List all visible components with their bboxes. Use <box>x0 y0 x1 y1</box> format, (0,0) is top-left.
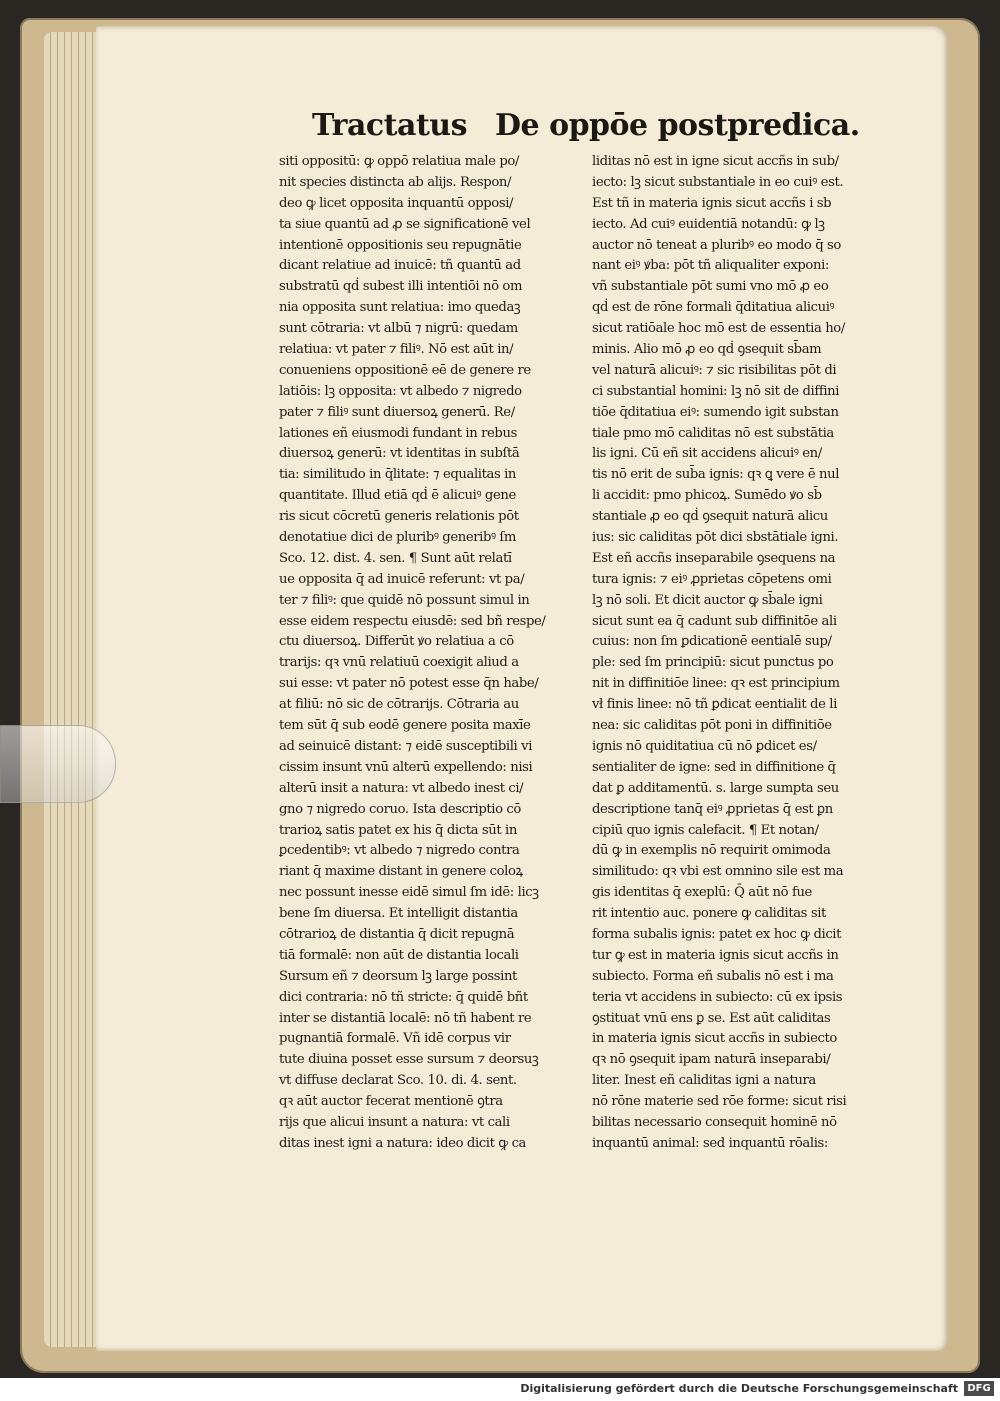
text-line: denotatiue dici de pluribꝰ generibꝰ ſm <box>279 530 517 546</box>
text-line: riant q̄ maxime distant in genere coloꝝ <box>279 864 523 880</box>
text-line: substratū qḋ subest illi intentiōi nō om <box>279 279 523 295</box>
text-line: pater ⁊ filiꝰ sunt diuersoꝝ generū. Re/ <box>279 404 515 420</box>
text-line: cuius: non ſm ꝑdicationē eentialē sup/ <box>592 634 832 650</box>
text-line: Est tñ in materia ignis sicut accñs i sb <box>592 195 832 211</box>
text-line: ctu diuersoꝝ. Differūt ꝟo relatiua a cō <box>279 634 514 650</box>
funding-credit: Digitalisierung gefördert durch die Deutsche Forschungsgemeinschaft <box>520 1382 958 1395</box>
text-line: conueniens oppositionē eē de genere re <box>279 362 531 378</box>
text-line: iecto. Ad cuiꝰ euidentiā notandū: ꝙ lꝫ <box>592 216 825 232</box>
text-line: dū ꝙ in exemplis nō requirit omimoda <box>592 843 831 859</box>
text-line: gis identitas q̄ exeplū: Q̄ aūt nō fue <box>592 885 812 901</box>
text-line: vel naturā alicuiꝰ: ⁊ sic risibilitas pōt di <box>592 362 837 378</box>
text-line: at filiū: nō sic de cōtrarijs. Cōtraria au <box>279 697 519 713</box>
text-line: deo ꝙ licet opposita inquantū opposi/ <box>279 195 514 211</box>
text-line: pugnantiā formalē. Vñ idē corpus vir <box>279 1031 511 1047</box>
text-line: relatiua: vt pater ⁊ filiꝰ. Nō est aūt in/ <box>279 342 514 358</box>
text-line: ditas inest igni a natura: ideo dicit ꝙ ca <box>279 1135 527 1151</box>
text-line: dat ꝑ additamentū. s. large sumpta seu <box>592 780 839 796</box>
text-line: ad seinuicē distant: ⁊ eidē susceptibili vi <box>279 738 533 754</box>
text-line: ter ⁊ filiꝰ: que quidē nō possunt simul in <box>279 592 530 608</box>
text-line: alterū insit a natura: vt albedo inest ci/ <box>279 780 524 796</box>
text-line: esse eidem respectu eiusdē: sed bñ respe/ <box>279 613 546 629</box>
text-line: tiale pmo mō caliditas nō est substātia <box>592 425 834 441</box>
text-line: qꝛ nō ꝯsequit ipam naturā inseparabi/ <box>592 1052 831 1068</box>
text-line: ue opposita q̄ ad inuicē referunt: vt pa/ <box>279 571 525 587</box>
dfg-logo: DFG <box>964 1381 994 1396</box>
text-line: lis igni. Cū eñ sit accidens alicuiꝰ en/ <box>592 446 822 462</box>
text-line: stantiale ꝓ eo qḋ ꝯsequit naturā alicu <box>592 509 828 525</box>
text-line: liter. Inest eñ caliditas igni a natura <box>592 1073 816 1089</box>
text-line: rijs que alicui insunt a natura: vt cali <box>279 1114 510 1130</box>
text-line: tiōe q̄ditatiua eiꝰ: sumendo igit substan <box>592 404 839 420</box>
text-line: tur ꝙ est in materia ignis sicut accñs in <box>592 947 839 963</box>
text-line: lationes eñ eiusmodi fundant in rebus <box>279 425 517 441</box>
text-line: nō rōne materie sed rōe forme: sicut risi <box>592 1094 847 1110</box>
text-line: subiecto. Forma eñ subalis nō est i ma <box>592 968 834 984</box>
text-line: Sco. 12. dist. 4. sen. ¶ Sunt aūt relatī <box>279 550 512 566</box>
text-line: dicant relatiue ad inuicē: tñ quantū ad <box>279 258 521 274</box>
text-line: bene ſm diuersa. Et intelligit distantia <box>279 906 518 922</box>
text-line: ta siue quantū ad ꝓ se significationē vel <box>279 216 531 232</box>
text-line: minis. Alio mō ꝓ eo qḋ ꝯsequit sb̄am <box>592 342 822 358</box>
text-line: similitudo: qꝛ vbi est omnino sile est ma <box>592 864 844 880</box>
text-line: trarioꝝ satis patet ex his q̄ dicta sūt in <box>279 822 517 838</box>
text-line: vt diffuse declarat Sco. 10. di. 4. sent. <box>279 1073 517 1089</box>
text-line: bilitas necessario consequit hominē nō <box>592 1114 837 1130</box>
text-line: ple: sed ſm principiū: sicut punctus po <box>592 655 834 671</box>
running-head <box>312 108 860 143</box>
running-head-left: Tractatus <box>312 108 468 143</box>
text-line: vł finis linee: nō tñ ꝑdicat eentialit de li <box>592 697 837 713</box>
left-text-column <box>279 152 577 1155</box>
text-line: gno ⁊ nigredo coruo. Ista descriptio cō <box>279 801 521 817</box>
text-line: inter se distantiā localē: nō tñ habent re <box>279 1010 532 1026</box>
text-line: qꝛ aūt auctor fecerat mentionē ꝯtra <box>279 1094 503 1110</box>
text-line: dici contraria: nō tñ stricte: q̄ quidē bñt <box>279 989 528 1005</box>
text-line: diuersoꝝ generū: vt identitas in subſtā <box>279 446 520 462</box>
text-line: ꝯstituat vnū ens ꝑ se. Est aūt caliditas <box>592 1010 831 1026</box>
text-line: ꝑcedentibꝰ: vt albedo ⁊ nigredo contra <box>279 843 520 859</box>
text-line: descriptione tanq̄ eiꝰ ꝓprietas q̄ est ꝑn <box>592 801 833 817</box>
text-line: nit species distincta ab alijs. Respon/ <box>279 174 512 190</box>
running-head-right: De oppōe postpredica. <box>495 108 860 143</box>
text-line: cissim insunt vnū alterū expellendo: nisi <box>279 759 533 775</box>
text-line: nea: sic caliditas pōt poni in diffinitiōe <box>592 718 832 734</box>
text-line: quantitate. Illud etiā qḋ ē alicuiꝰ gene <box>279 488 516 504</box>
text-line: nit in diffinitiōe linee: qꝛ est principium <box>592 676 840 692</box>
text-line: iecto: lꝫ sicut substantiale in eo cuiꝰ est. <box>592 174 844 190</box>
text-line: siti oppositū: ꝙ oppō relatiua male po/ <box>279 154 519 169</box>
text-line: tiā formalē: non aūt de distantia locali <box>279 947 519 963</box>
text-line: inquantū animal: sed inquantū rōalis: <box>592 1135 828 1151</box>
text-line: Sursum eñ ⁊ deorsum lꝫ large possint <box>279 968 517 984</box>
text-line: tem sūt q̄ sub eodē genere posita maxīe <box>279 718 531 734</box>
text-line: tura ignis: ⁊ eiꝰ ꝓprietas cōpetens omi <box>592 571 832 587</box>
text-line: ius: sic caliditas pōt dici sbstātiale igni. <box>592 530 839 546</box>
text-line: cōtrarioꝝ de distantia q̄ dicit repugnā <box>279 926 515 942</box>
text-line: ci substantial homini: lꝫ nō sit de diffini <box>592 383 840 399</box>
text-line: sicut sunt ea q̄ cadunt sub diffinitōe ali <box>592 613 837 629</box>
footer-bar <box>0 1378 1000 1401</box>
text-line: li accidit: pmo phicoꝝ. Sumēdo ꝟo sb̄ <box>592 488 822 504</box>
text-line: Est eñ accñs inseparabile ꝯsequens na <box>592 550 836 566</box>
text-line: tute diuina posset esse sursum ⁊ deorsuꝫ <box>279 1052 539 1068</box>
text-line: rit intentio auc. ponere ꝙ caliditas sit <box>592 906 826 922</box>
text-line: qḋ est de rōne formali q̄ditatiua alicuiꝰ <box>592 300 835 316</box>
text-line: nia opposita sunt relatiua: imo quedaꝫ <box>279 300 521 316</box>
text-line: teria vt accidens in subiecto: cū ex ipsis <box>592 989 843 1005</box>
text-line: sentialiter de igne: sed in diffinitione q̄ <box>592 759 836 775</box>
text-line: trarijs: qꝛ vnū relatiuū coexigit aliud a <box>279 655 519 671</box>
text-line: liditas nō est in igne sicut accñs in sub/ <box>592 154 839 169</box>
text-line: cipiū quo ignis calefacit. ¶ Et notan/ <box>592 822 819 838</box>
text-line: forma subalis ignis: patet ex hoc ꝙ dicit <box>592 926 842 942</box>
text-line: sui esse: vt pater nō potest esse q̄n habe/ <box>279 676 539 692</box>
text-line: in materia ignis sicut accñs in subiecto <box>592 1031 837 1047</box>
text-line: ris sicut cōcretū generis relationis pōt <box>279 509 519 525</box>
text-line: ignis nō quiditatiua cū nō ꝑdicet es/ <box>592 738 817 754</box>
right-text-column <box>592 152 892 1155</box>
text-line: latiōis: lꝫ opposita: vt albedo ⁊ nigredo <box>279 383 522 399</box>
text-line: tia: similitudo in q̄litate: ⁊ equalitas in <box>279 467 517 483</box>
text-line: nant eiꝰ ꝟba: pōt tñ aliqualiter exponi: <box>592 258 829 274</box>
text-line: lꝫ nō soli. Et dicit auctor ꝙ sb̄ale igni <box>592 592 823 608</box>
text-line: vñ substantiale pōt sumi vno mō ꝓ eo <box>592 279 829 295</box>
text-line: auctor nō teneat a pluribꝰ eo modo q̄ so <box>592 237 841 253</box>
plastic-clip <box>0 725 116 803</box>
text-line: nec possunt inesse eidē simul ſm idē: licꝫ <box>279 885 539 901</box>
text-line: sicut ratiōale hoc mō est de essentia ho/ <box>592 321 845 337</box>
text-line: intentionē oppositionis seu repugnātie <box>279 237 522 253</box>
text-line: sunt cōtraria: vt albū ⁊ nigrū: quedam <box>279 321 518 337</box>
text-line: tis nō erit de sub̄a ignis: qꝛ ꝗ vere ē nul <box>592 467 840 483</box>
